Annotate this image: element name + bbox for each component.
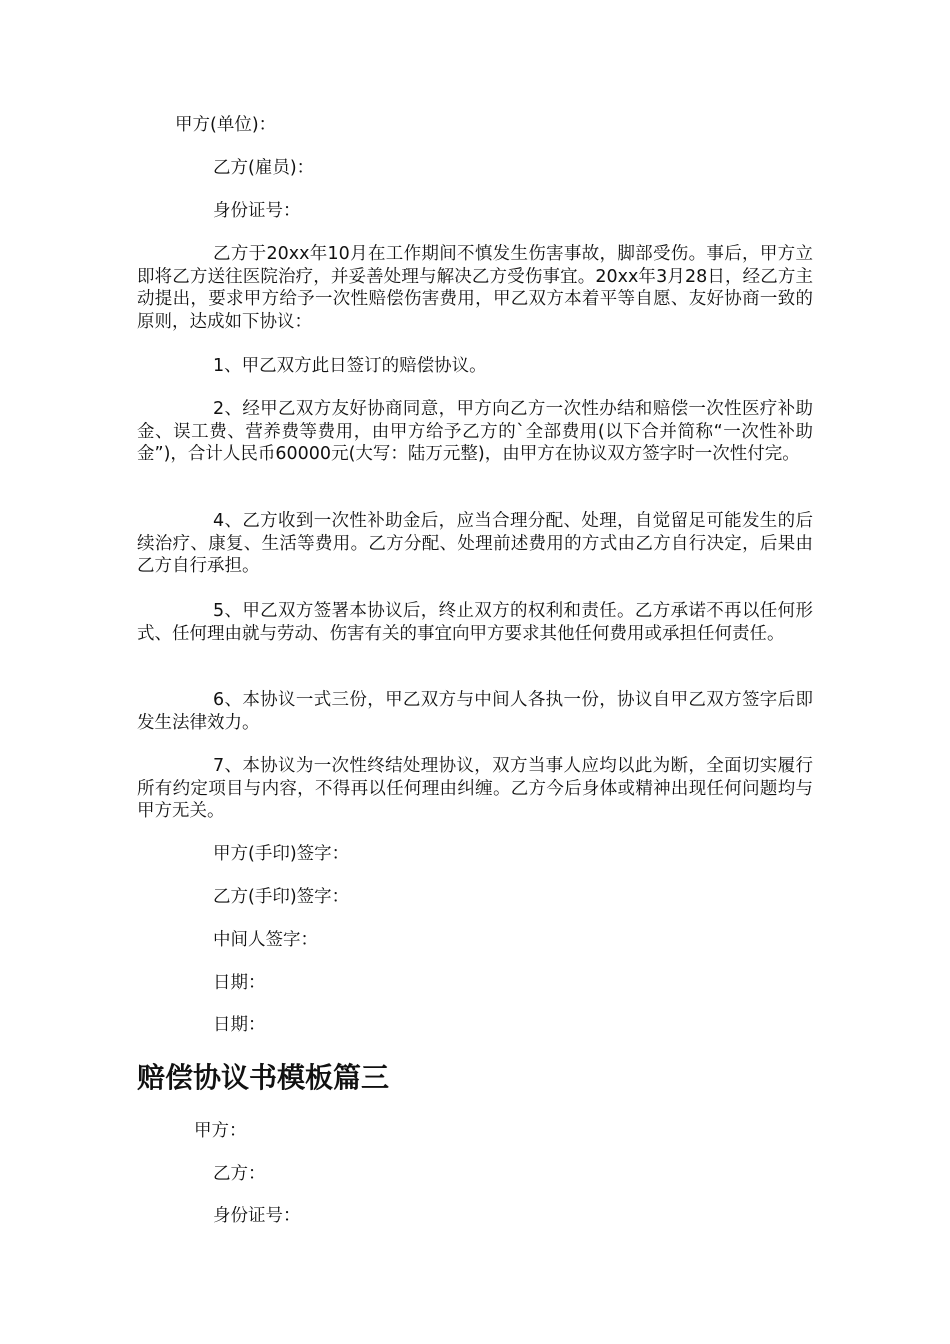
id-number-label: 身份证号： xyxy=(213,201,301,221)
section-three-heading: 赔偿协议书模板篇三 xyxy=(137,1061,390,1094)
clause-5: 5、甲乙双方签署本协议后，终止双方的权利和责任。乙方承诺不再以任何形式、任何理由就与劳动、伤害有关的事宜向甲方要求其他任何费用或承担任何责任。 xyxy=(137,601,813,644)
clause-2: 2、经甲乙双方友好协商同意，甲方向乙方一次性办结和赔偿一次性医疗补助金、误工费、营养费等费用，由甲方给予乙方的`全部费用(以下合并简称“一次性补助金”)，合计人民币60000元(大写：陆万元整)，由甲方在协议双方签字时一次性付完。 xyxy=(137,399,813,464)
party-a-unit-label: 甲方(单位)： xyxy=(175,115,277,135)
clause-4: 4、乙方收到一次性补助金后，应当合理分配、处理，自觉留足可能发生的后续治疗、康复、生活等费用。乙方分配、处理前述费用的方式由乙方自行决定，后果由乙方自行承担。 xyxy=(137,511,813,576)
party-b-signature-label: 乙方(手印)签字： xyxy=(213,887,350,907)
section-three-party-b-label: 乙方： xyxy=(213,1164,266,1184)
clause-7: 7、本协议为一次性终结处理协议，双方当事人应均以此为断，全面切实履行所有约定项目与内容，不得再以任何理由纠缠。乙方今后身体或精神出现任何问题均与甲方无关。 xyxy=(137,756,813,821)
section-three-id-number-label: 身份证号： xyxy=(213,1206,301,1226)
clause-6: 6、本协议一式三份，甲乙双方与中间人各执一份，协议自甲乙双方签字后即发生法律效力。 xyxy=(137,690,813,733)
party-b-employee-label: 乙方(雇员)： xyxy=(213,158,315,178)
date-label-1: 日期： xyxy=(213,973,266,993)
clause-1: 1、甲乙双方此日签订的赔偿协议。 xyxy=(213,356,487,376)
middleman-signature-label: 中间人签字： xyxy=(213,930,318,950)
party-a-signature-label: 甲方(手印)签字： xyxy=(213,844,350,864)
date-label-2: 日期： xyxy=(213,1015,266,1035)
intro-paragraph: 乙方于20xx年10月在工作期间不慎发生伤害事故，脚部受伤。事后，甲方立即将乙方送往医院治疗，并妥善处理与解决乙方受伤事宜。20xx年3月28日，经乙方主动提出，要求甲方给予一次性赔偿伤害费用，甲乙双方本着平等自愿、友好协商一致的原则，达成如下协议： xyxy=(137,244,813,332)
section-three-party-a-label: 甲方： xyxy=(194,1121,247,1141)
